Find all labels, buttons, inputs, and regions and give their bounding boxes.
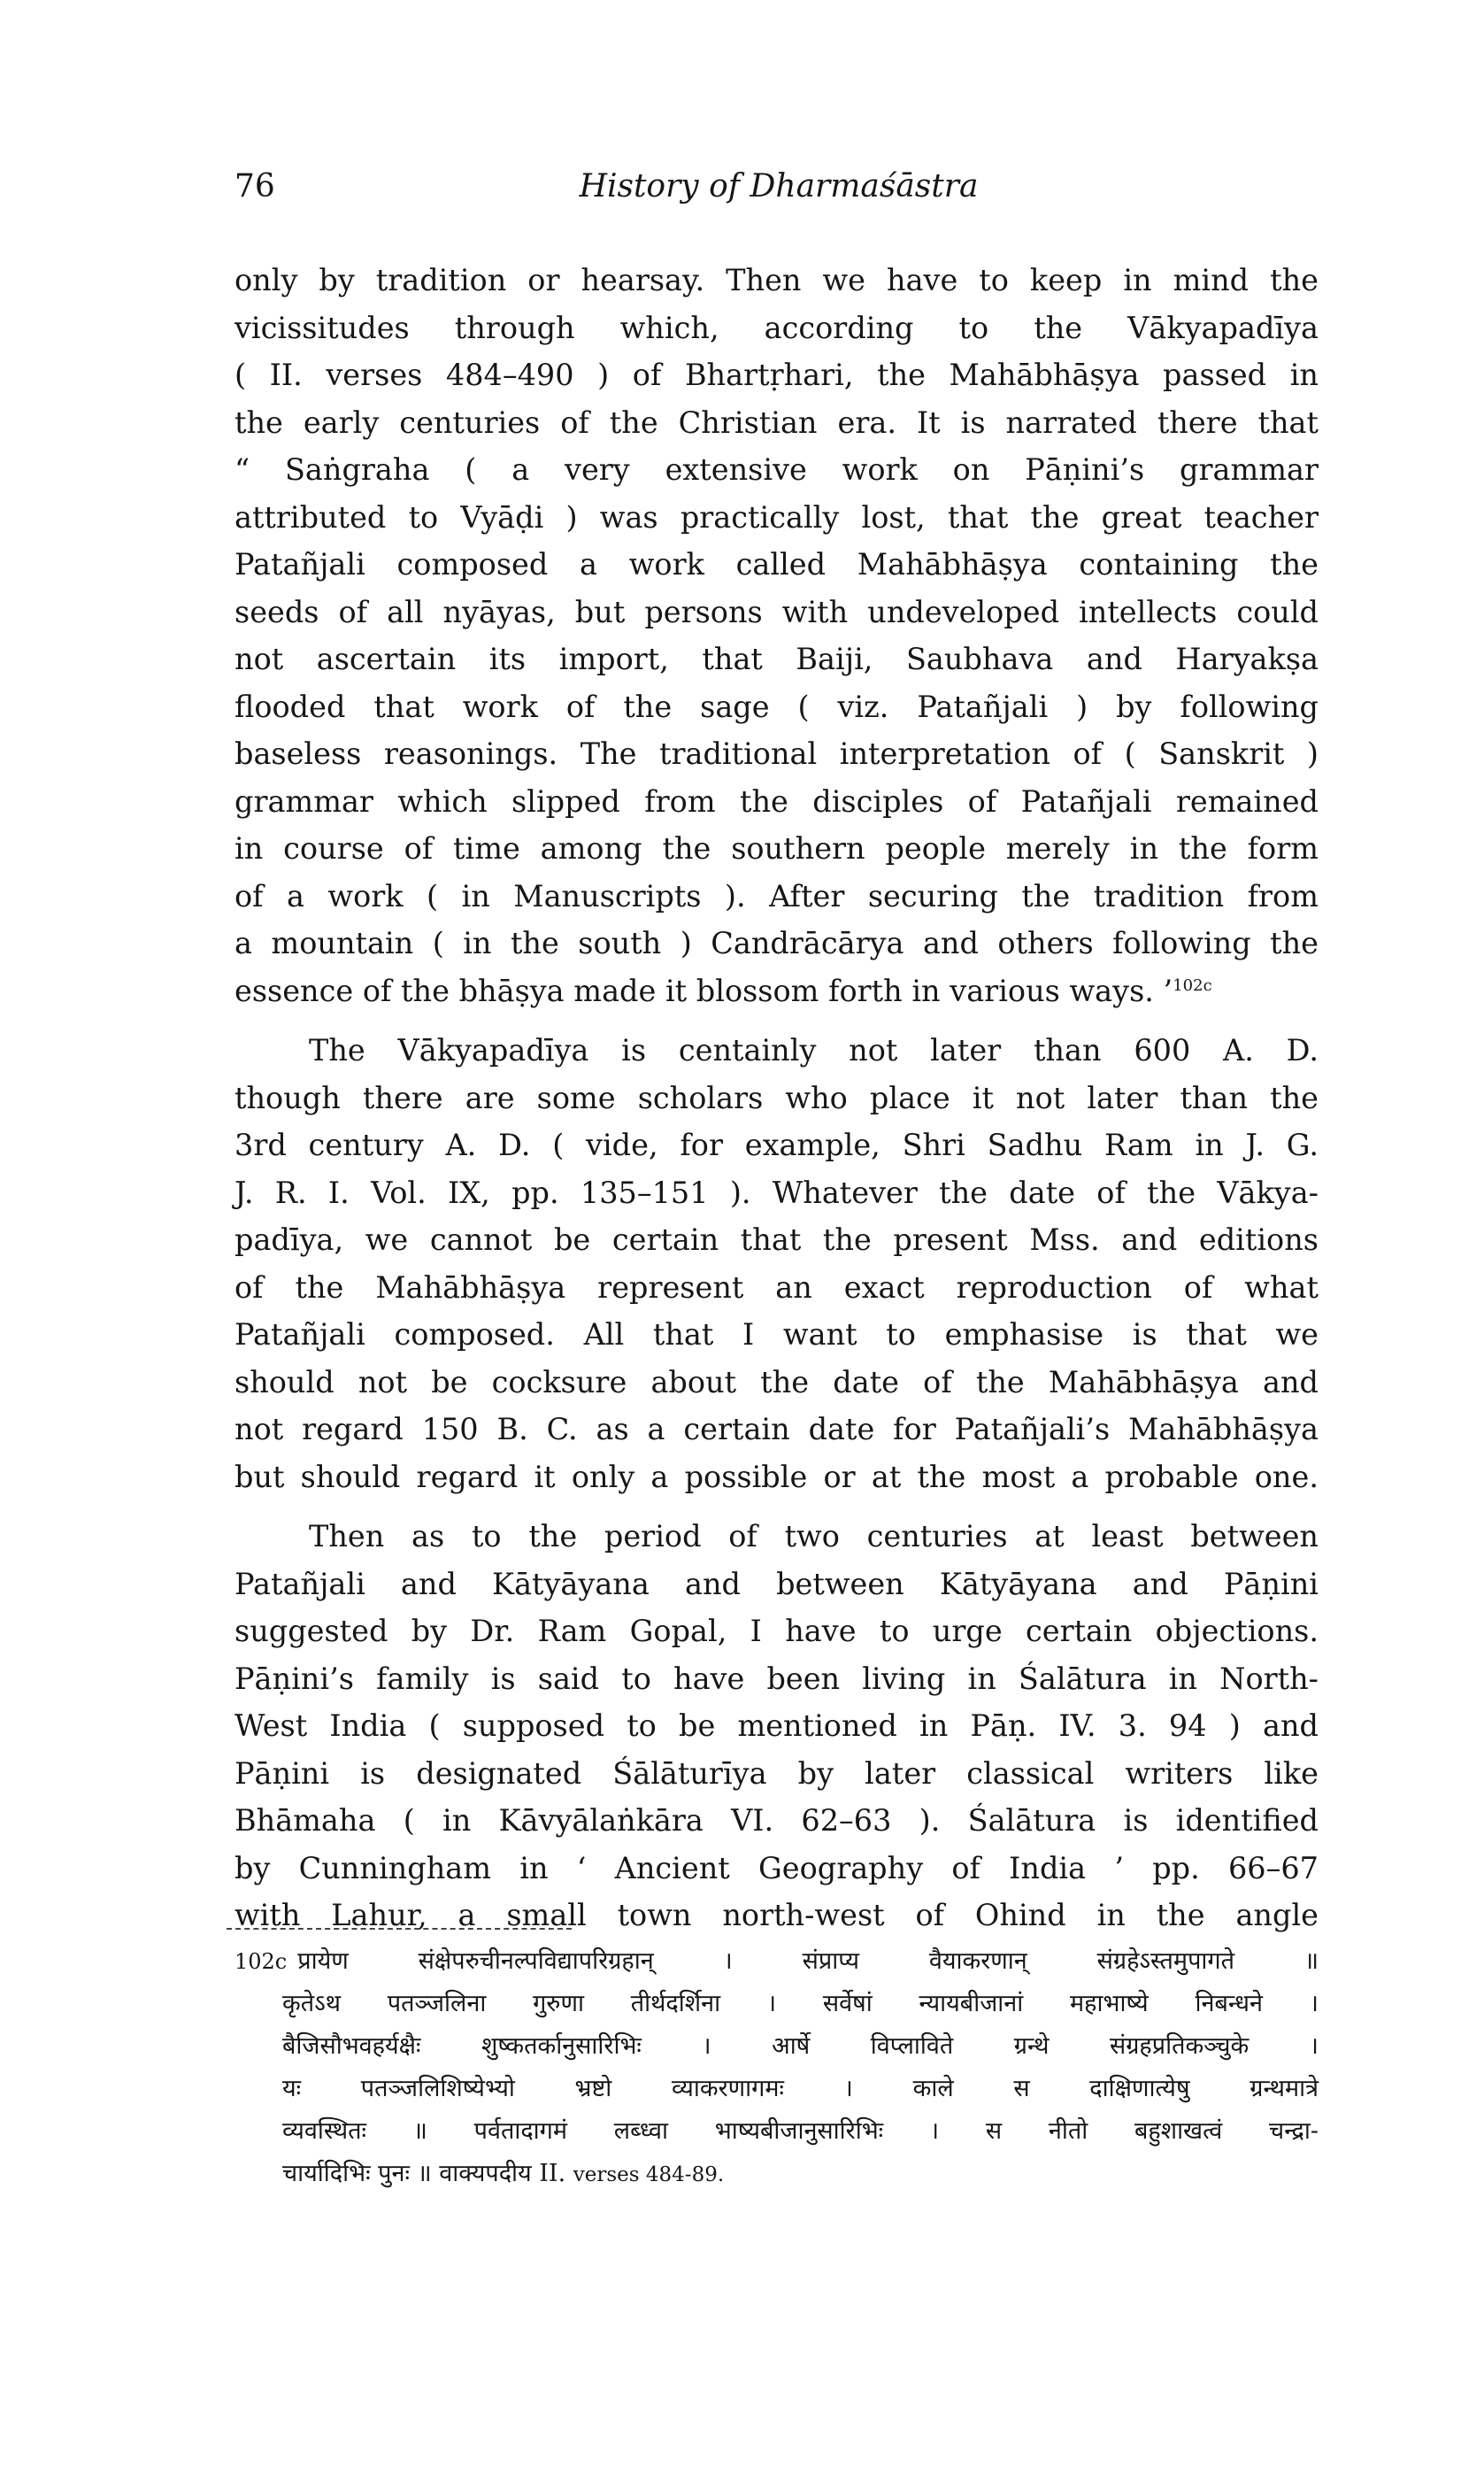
footnote-line: कृतेऽथ पतञ्जलिना गुरुणा तीर्थदर्शिना । सर्वेषां न्यायबीजानां महाभाष्ये निबन्धने ।: [282, 1990, 1319, 2017]
text-line: of a work ( in Manuscripts ). After securing the tradition from: [235, 878, 1319, 914]
footnote-marker: 102c: [235, 1949, 288, 1974]
text-line: Pāṇini is designated Śālāturīya by later classical writers like: [235, 1755, 1319, 1791]
footnote-line: व्यवस्थितः ॥ पर्वतादागमं लब्ध्वा भाष्यबीजानुसारिभिः । स नीतो बहुशाखत्वं चन्द्रा-: [282, 2117, 1319, 2145]
page-header: [235, 168, 1323, 221]
text-line: attributed to Vyāḍi ) was practically lost, that the great teacher: [235, 499, 1319, 535]
text-line: not regard 150 B. C. as a certain date for Patañjali’s Mahābhāṣya: [235, 1412, 1319, 1446]
text-line: but should regard it only a possible or at the most a probable one.: [235, 1459, 1319, 1494]
footnote-separator: [227, 1928, 572, 1930]
text-line: Patañjali composed a work called Mahābhāṣya containing the: [235, 547, 1319, 582]
footnote-verses: verses 484-89.: [573, 2163, 725, 2186]
paragraph-1: [235, 257, 1319, 1014]
text-line: J. R. I. Vol. IX, pp. 135–151 ). Whatever the date of the Vākya-: [235, 1175, 1319, 1210]
text-line: Then as to the period of two centuries at least between: [309, 1519, 1319, 1553]
running-title: History of Dharmaśāstra: [579, 168, 979, 204]
text-line: of the Mahābhāṣya represent an exact reproduction of what: [235, 1269, 1319, 1305]
text-line: Pāṇini’s family is said to have been living in Śalātura in North-: [235, 1661, 1319, 1696]
paragraph-3: [235, 1513, 1319, 1939]
text-line: Bhāmaha ( in Kāvyālaṅkāra VI. 62–63 ). Śalātura is identified: [235, 1803, 1319, 1838]
text-line: only by tradition or hearsay. Then we have to keep in mind the: [235, 263, 1319, 297]
footnote-text: चार्यादिभिः पुनः ॥ वाक्यपदीय II.: [282, 2160, 566, 2187]
footnote-text: प्रायेण संक्षेपरुचीनल्पविद्यापरिग्रहान् । संप्राप्य वैयाकरणान् संग्रहेऽस्तमुपागते ॥: [297, 1947, 1319, 1975]
text-line: The Vākyapadīya is centainly not later than 600 A. D.: [309, 1033, 1319, 1068]
text-line: grammar which slipped from the disciples of Patañjali remained: [235, 783, 1319, 819]
text-line: baseless reasonings. The traditional interpretation of ( Sanskrit ): [235, 736, 1319, 771]
text-line: West India ( supposed to be mentioned in Pāṇ. IV. 3. 94 ) and: [235, 1708, 1319, 1743]
text-line-content: essence of the bhāṣya made it blossom forth in various ways. ’: [235, 973, 1173, 1008]
footnote-line: यः पतञ्जलिशिष्येभ्यो भ्रष्टो व्याकरणागमः । काले स दाक्षिणात्येषु ग्रन्थमात्रे: [282, 2075, 1319, 2102]
text-line: by Cunningham in ‘ Ancient Geography of India ’ pp. 66–67: [235, 1850, 1319, 1885]
footnote-line: बैजिसौभवहर्यक्षैः शुष्कतर्कानुसारिभिः । आर्षे विप्लाविते ग्रन्थे संग्रहप्रतिकञ्चुके ।: [282, 2032, 1319, 2060]
text-line: seeds of all nyāyas, but persons with undeveloped intellects could: [235, 594, 1319, 629]
text-line: should not be cocksure about the date of the Mahābhāṣya and: [235, 1364, 1319, 1399]
footnote-line: [235, 2153, 1319, 2195]
text-line: in course of time among the southern people merely in the form: [235, 831, 1319, 866]
text-line: not ascertain its import, that Baiji, Saubhava and Haryakṣa: [235, 642, 1319, 676]
footnote: [235, 1940, 1319, 2195]
footnote-reference: 102c: [1173, 975, 1212, 995]
text-line: a mountain ( in the south ) Candrācārya and others following the: [235, 926, 1319, 960]
text-line: “ Saṅgraha ( a very extensive work on Pāṇini’s grammar: [235, 452, 1319, 487]
text-line: flooded that work of the sage ( viz. Patañjali ) by following: [235, 689, 1319, 724]
text-line: padīya, we cannot be certain that the present Mss. and editions: [235, 1222, 1319, 1257]
paragraph-2: [235, 1027, 1319, 1500]
text-line: the early centuries of the Christian era. It is narrated there that: [235, 405, 1319, 440]
text-line: Patañjali composed. All that I want to emphasise is that we: [235, 1317, 1319, 1352]
footnote-line: [235, 1940, 1319, 1983]
body-text: [235, 257, 1319, 1939]
text-line: 3rd century A. D. ( vide, for example, Shri Sadhu Ram in J. G.: [235, 1128, 1319, 1162]
text-line: though there are some scholars who place it not later than the: [235, 1080, 1319, 1115]
text-line: vicissitudes through which, according to the Vākyapadīya: [235, 310, 1319, 345]
text-line: Patañjali and Kātyāyana and between Kātyāyana and Pāṇini: [235, 1566, 1319, 1601]
text-line: [235, 968, 1319, 1015]
text-line: ( II. verses 484–490 ) of Bhartṛhari, the Mahābhāṣya passed in: [235, 358, 1319, 392]
text-line: suggested by Dr. Ram Gopal, I have to urge certain objections.: [235, 1614, 1319, 1648]
page-number: 76: [235, 168, 275, 204]
text-line: with Lahur, a small town north-west of Ohind in the angle: [235, 1898, 1319, 1932]
